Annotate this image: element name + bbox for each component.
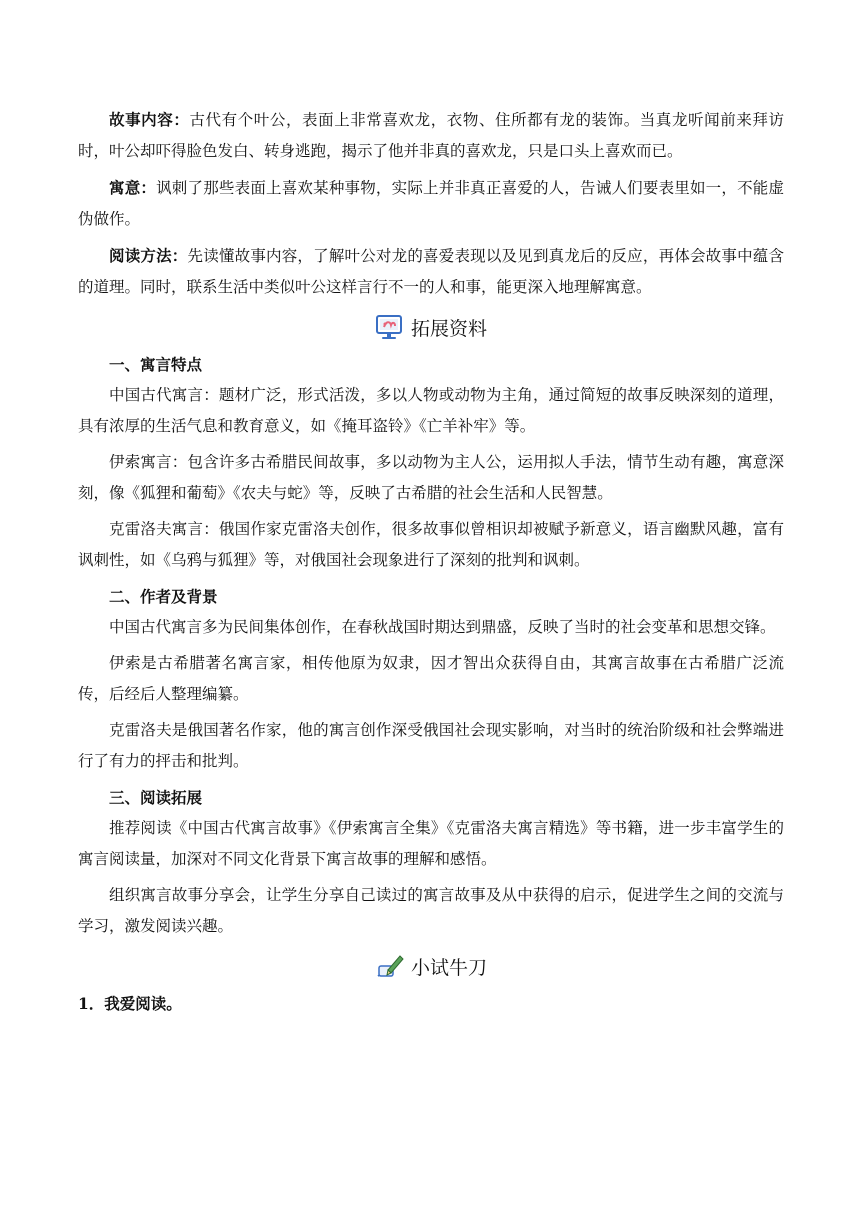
expand-title: 拓展资料	[410, 317, 487, 340]
section-1-paragraph-1: 中国古代寓言：题材广泛，形式活泼，多以人物或动物为主角，通过简短的故事反映深刻的道理，具有浓厚的生活气息和教育意义，如《掩耳盗铃》《亡羊补牢》等。	[78, 386, 784, 435]
section-2-paragraph-2: 伊索是古希腊著名寓言家，相传他原为奴隶，因才智出众获得自由，其寓言故事在古希腊广泛流传，后经后人整理编纂。	[78, 654, 784, 703]
pen-writing-icon	[375, 952, 403, 980]
section-2-paragraph-1: 中国古代寓言多为民间集体创作，在春秋战国时期达到鼎盛，反映了当时的社会变革和思想交锋。	[109, 618, 776, 636]
story-content-label: 故事内容：	[109, 110, 190, 129]
story-content-paragraph	[78, 104, 784, 167]
story-method-paragraph	[78, 240, 784, 303]
section-3-title: 三、阅读拓展	[109, 788, 203, 807]
section-1-paragraph-2: 伊索寓言：包含许多古希腊民间故事，多以动物为主人公，运用拟人手法，情节生动有趣，寓意深刻，像《狐狸和葡萄》《农夫与蛇》等，反映了古希腊的社会生活和人民智慧。	[78, 453, 784, 502]
presentation-screen-icon	[375, 313, 403, 341]
section-2-title: 二、作者及背景	[109, 587, 218, 606]
story-content-text: 古代有个叶公，表面上非常喜欢龙，衣物、住所都有龙的装饰。当真龙听闻前来拜访时，叶公却吓得脸色发白、转身逃跑，揭示了他并非真的喜欢龙，只是口头上喜欢而已。	[78, 111, 784, 160]
practice-heading	[78, 946, 784, 986]
story-method-label: 阅读方法：	[109, 246, 188, 265]
section-1-paragraph-3: 克雷洛夫寓言：俄国作家克雷洛夫创作，很多故事似曾相识却被赋予新意义，语言幽默风趣，富有讽刺性，如《乌鸦与狐狸》等，对俄国社会现象进行了深刻的批判和讽刺。	[78, 520, 784, 569]
section-3-paragraph-2: 组织寓言故事分享会，让学生分享自己读过的寓言故事及从中获得的启示，促进学生之间的交流与学习，激发阅读兴趣。	[78, 886, 784, 935]
story-moral-paragraph	[78, 172, 784, 235]
practice-title: 小试牛刀	[410, 956, 487, 979]
story-moral-text: 讽刺了那些表面上喜欢某种事物，实际上并非真正喜爱的人，告诫人们要表里如一，不能虚伪做作。	[78, 179, 784, 228]
section-3-paragraph-1: 推荐阅读《中国古代寓言故事》《伊索寓言全集》《克雷洛夫寓言精选》等书籍，进一步丰富学生的寓言阅读量，加深对不同文化背景下寓言故事的理解和感悟。	[78, 819, 784, 868]
story-moral-label: 寓意：	[109, 178, 157, 197]
question-1: 1．我爱阅读。	[78, 994, 182, 1013]
expand-heading	[78, 307, 784, 347]
section-2-paragraph-3: 克雷洛夫是俄国著名作家，他的寓言创作深受俄国社会现实影响，对当时的统治阶级和社会弊端进行了有力的抨击和批判。	[78, 721, 784, 770]
document-page	[78, 104, 784, 1019]
section-1-title: 一、寓言特点	[109, 355, 203, 374]
story-method-text: 先读懂故事内容，了解叶公对龙的喜爱表现以及见到真龙后的反应，再体会故事中蕴含的道理。同时，联系生活中类似叶公这样言行不一的人和事，能更深入地理解寓意。	[78, 247, 784, 296]
